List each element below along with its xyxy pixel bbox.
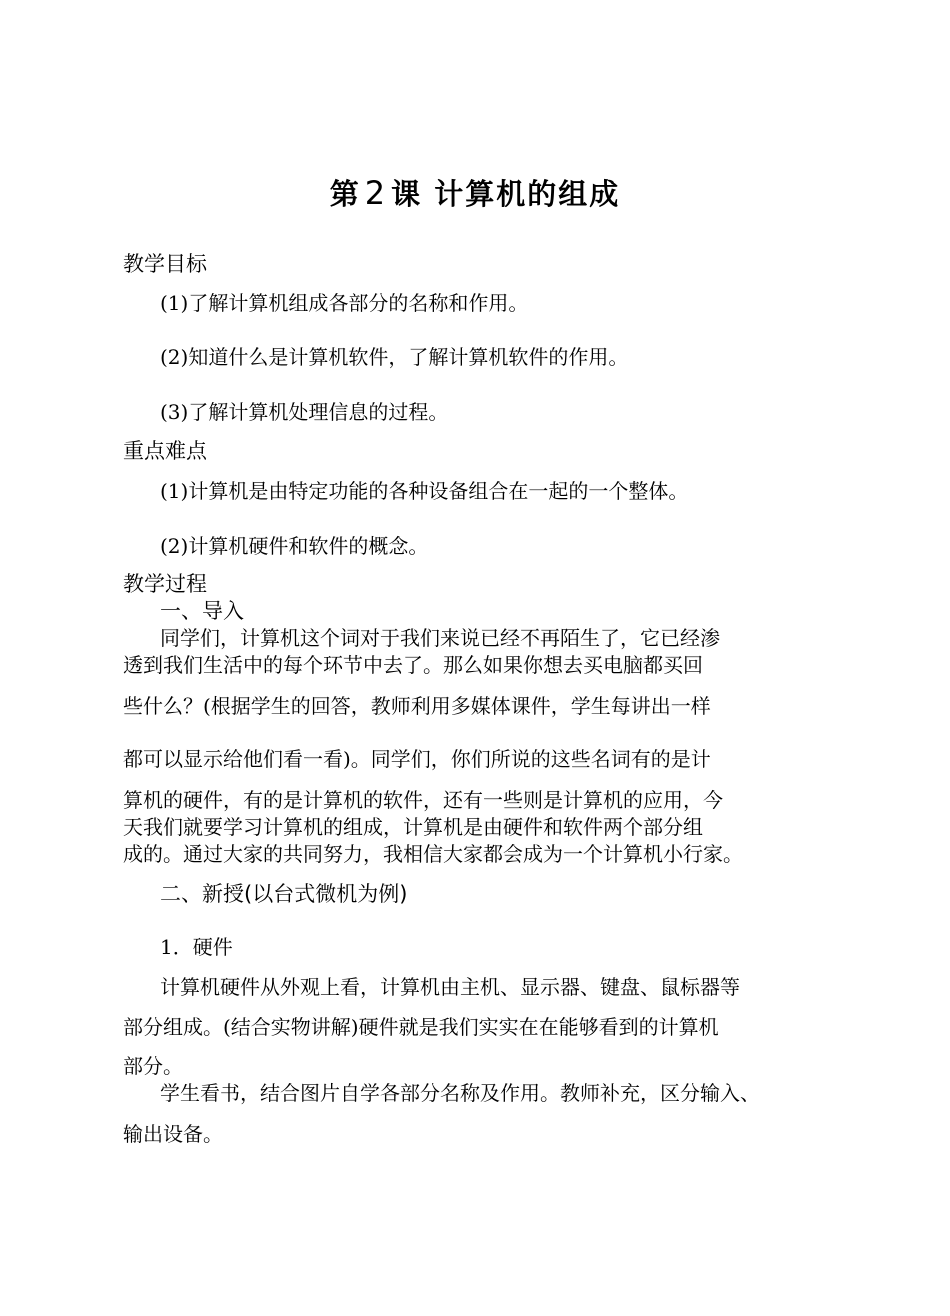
hardware-paragraph-line: 部分组成。(结合实物讲解)硬件就是我们实实在在能够看到的计算机 [123, 1015, 719, 1039]
title-suffix: 课 计算机的组成 [391, 177, 621, 211]
intro-line: 算机的硬件，有的是计算机的软件，还有一些则是计算机的应用，今 [123, 788, 723, 812]
intro-line: 些什么？(根据学生的回答，教师利用多媒体课件，学生每讲出一样 [123, 694, 711, 718]
intro-line: 都可以显示给他们看一看)。同学们，你们所说的这些名词有的是计 [123, 747, 711, 771]
title-number: 2 [364, 174, 388, 212]
title-prefix: 第 [329, 177, 361, 211]
objective-item-3: (3)了解计算机处理信息的过程。 [160, 400, 449, 424]
key-point-item-2: (2)计算机硬件和软件的概念。 [160, 534, 429, 558]
self-study-paragraph-line: 输出设备。 [123, 1122, 223, 1146]
key-point-item-1: (1)计算机是由特定功能的各种设备组合在一起的一个整体。 [160, 479, 689, 503]
intro-line: 成的。通过大家的共同努力，我相信大家都会成为一个计算机小行家。 [123, 842, 743, 866]
key-points-heading: 重点难点 [123, 439, 207, 463]
objective-item-2: (2)知道什么是计算机软件，了解计算机软件的作用。 [160, 345, 629, 369]
intro-line: 透到我们生活中的每个环节中去了。那么如果你想去买电脑都买回 [123, 653, 703, 677]
intro-line: 天我们就要学习计算机的组成，计算机是由硬件和软件两个部分组 [123, 815, 703, 839]
hardware-heading: 1．硬件 [160, 935, 233, 959]
page-title [0, 174, 950, 212]
objectives-heading: 教学目标 [123, 252, 207, 276]
new-lesson-heading: 二、新授(以台式微机为例) [160, 882, 408, 906]
intro-line: 同学们，计算机这个词对于我们来说已经不再陌生了，它已经渗 [160, 626, 720, 650]
objective-item-1: (1)了解计算机组成各部分的名称和作用。 [160, 291, 529, 315]
hardware-paragraph-line: 部分。 [123, 1054, 183, 1078]
process-heading: 教学过程 [123, 572, 207, 596]
hardware-paragraph-line: 计算机硬件从外观上看，计算机由主机、显示器、键盘、鼠标器等 [160, 975, 740, 999]
self-study-paragraph-line: 学生看书，结合图片自学各部分名称及作用。教师补充，区分输入、 [160, 1081, 760, 1105]
intro-heading: 一、导入 [160, 599, 244, 623]
